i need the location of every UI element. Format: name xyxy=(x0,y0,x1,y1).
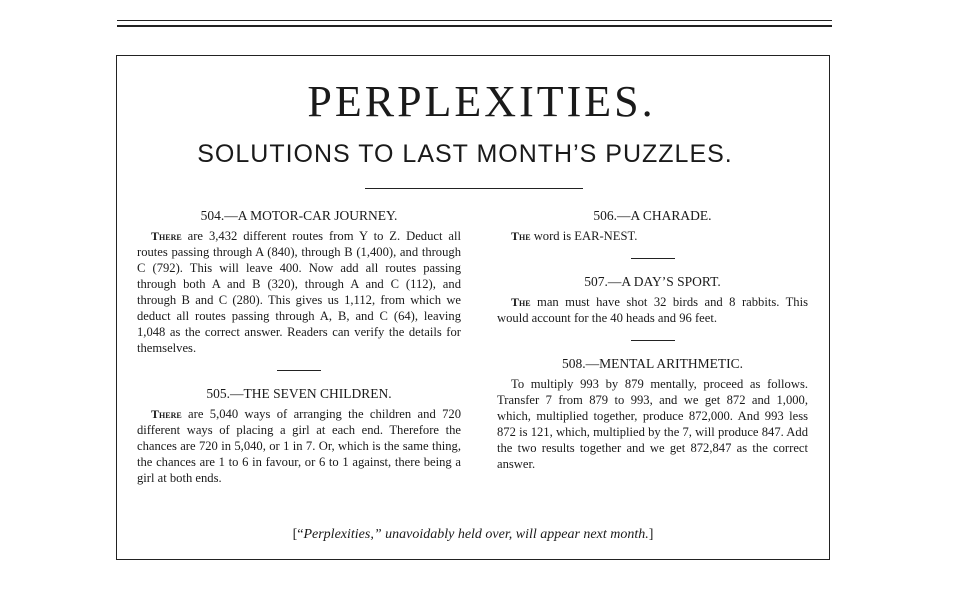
left-column xyxy=(137,208,461,486)
solution-508-heading: 508.—MENTAL ARITHMETIC. xyxy=(561,356,744,371)
solution-504-body xyxy=(137,228,461,356)
solution-505-heading: 505.—THE SEVEN CHILDREN. xyxy=(206,386,392,401)
section-divider xyxy=(631,258,675,259)
solution-505 xyxy=(137,386,461,486)
note-text: Perplexities,” unavoidably held over, will appear next month. xyxy=(303,527,649,542)
solution-507-body xyxy=(497,294,808,326)
page-subtitle: SOLUTIONS TO LAST MONTH’S PUZZLES. xyxy=(197,140,733,168)
solution-507-text: man must have shot 32 birds and 8 rabbits. This would account for the 40 heads and 96 feet. xyxy=(497,295,808,325)
solution-507 xyxy=(497,274,808,326)
note-close-bracket: ] xyxy=(648,527,654,542)
solution-506 xyxy=(497,208,808,244)
solution-506-lead: The xyxy=(511,229,531,243)
solution-506-body xyxy=(497,228,808,244)
editorial-note xyxy=(0,527,946,543)
title-divider xyxy=(365,188,583,189)
top-rule-thick xyxy=(117,25,832,27)
section-divider xyxy=(631,340,675,341)
solution-505-lead: There xyxy=(151,407,182,421)
solution-504-heading: 504.—A MOTOR-CAR JOURNEY. xyxy=(200,208,398,223)
solution-505-body xyxy=(137,406,461,486)
page-title: PERPLEXITIES. xyxy=(307,77,656,126)
solution-507-heading: 507.—A DAY’S SPORT. xyxy=(584,274,721,289)
solution-507-lead: The xyxy=(511,295,531,309)
note-open-bracket: [“ xyxy=(292,527,304,542)
solution-508 xyxy=(497,356,808,472)
solution-504 xyxy=(137,208,461,356)
solution-504-text: are 3,432 different routes from Y to Z. Deduct all routes passing through A (840), through B (1,400), and through C (792). This will leave 400. Now add all routes passing through both A and B (320), through A and C (112), and through B and C (280). This gives us 1,112, from which we deduct all routes passing through A, B, and C (64), leaving 1,048 as the correct answer. Readers can verify the details for themselves. xyxy=(137,229,461,355)
solution-506-heading: 506.—A CHARADE. xyxy=(593,208,712,223)
section-divider xyxy=(277,370,321,371)
solution-505-text: are 5,040 ways of arranging the children and 720 different ways of placing a girl at each end. Therefore the chances are 720 in 5,040, or 1 in 7. Or, which is the same thing, the chances are 1 to 6 in favour, or 6 to 1 against, there being a girl at both ends. xyxy=(137,407,461,485)
solution-506-text: word is EAR-NEST. xyxy=(530,229,638,243)
top-rule-thin xyxy=(117,20,832,21)
solution-508-body: To multiply 993 by 879 mentally, proceed as follows. Transfer 7 from 879 to 993, and we get 872 and 1,000, which, multiplied together, produce 872,000. And 993 less 872 is 121, which, multiplied by the 7, will produce 847. Add the two results together and we get 872,847 as the correct answer. xyxy=(497,377,808,471)
solution-504-lead: There xyxy=(151,229,182,243)
right-column xyxy=(497,208,808,472)
